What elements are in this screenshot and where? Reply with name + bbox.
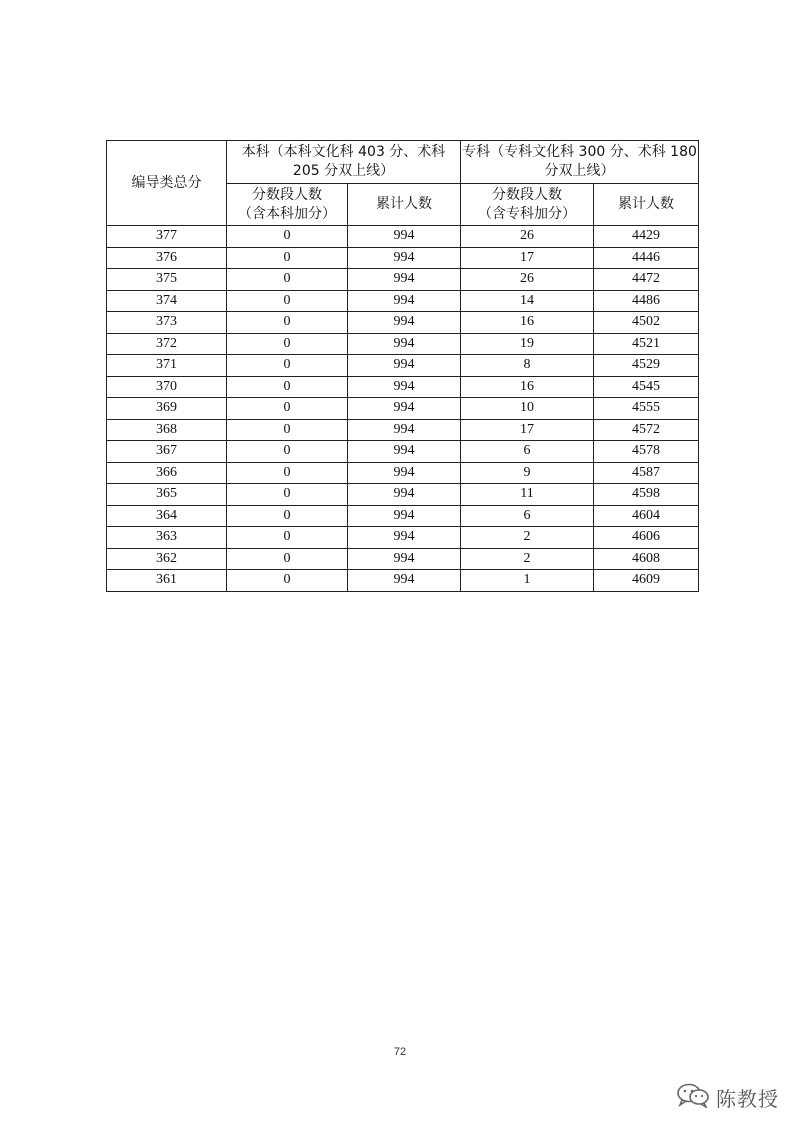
cell-undergrad-count: 0 (227, 355, 348, 377)
cell-junior-count: 17 (461, 419, 594, 441)
watermark-text: 陈教授 (716, 1086, 779, 1111)
cell-undergrad-cumulative: 994 (348, 484, 461, 506)
cell-junior-count: 11 (461, 484, 594, 506)
cell-undergrad-cumulative: 994 (348, 570, 461, 592)
cell-undergrad-count: 0 (227, 548, 348, 570)
cell-undergrad-cumulative: 994 (348, 548, 461, 570)
cell-junior-count: 14 (461, 290, 594, 312)
cell-undergrad-count: 0 (227, 226, 348, 248)
cell-junior-count: 6 (461, 505, 594, 527)
cell-score: 371 (107, 355, 227, 377)
cell-junior-cumulative: 4555 (594, 398, 699, 420)
cell-undergrad-cumulative: 994 (348, 527, 461, 549)
cell-undergrad-cumulative: 994 (348, 290, 461, 312)
cell-score: 372 (107, 333, 227, 355)
table-row (107, 333, 699, 355)
header-undergrad-segment (227, 184, 348, 226)
cell-junior-cumulative: 4472 (594, 269, 699, 291)
cell-junior-count: 19 (461, 333, 594, 355)
header-junior-segment (461, 184, 594, 226)
cell-undergrad-count: 0 (227, 290, 348, 312)
cell-undergrad-cumulative: 994 (348, 312, 461, 334)
cell-undergrad-count: 0 (227, 269, 348, 291)
cell-undergrad-cumulative: 994 (348, 419, 461, 441)
cell-junior-count: 16 (461, 376, 594, 398)
cell-junior-cumulative: 4446 (594, 247, 699, 269)
cell-junior-count: 17 (461, 247, 594, 269)
table-row (107, 505, 699, 527)
cell-score: 362 (107, 548, 227, 570)
cell-score: 374 (107, 290, 227, 312)
cell-junior-cumulative: 4578 (594, 441, 699, 463)
cell-junior-cumulative: 4572 (594, 419, 699, 441)
cell-junior-count: 10 (461, 398, 594, 420)
cell-undergrad-count: 0 (227, 419, 348, 441)
table-row (107, 226, 699, 248)
cell-undergrad-count: 0 (227, 333, 348, 355)
cell-score: 377 (107, 226, 227, 248)
cell-junior-count: 1 (461, 570, 594, 592)
cell-score: 365 (107, 484, 227, 506)
header-junior-segment-line1: 分数段人数 (492, 186, 562, 203)
cell-undergrad-cumulative: 994 (348, 505, 461, 527)
cell-score: 370 (107, 376, 227, 398)
page-number: 72 (393, 1046, 407, 1058)
table-row (107, 484, 699, 506)
cell-undergrad-cumulative: 994 (348, 462, 461, 484)
cell-junior-cumulative: 4486 (594, 290, 699, 312)
table-row (107, 419, 699, 441)
header-junior-cumulative: 累计人数 (594, 184, 699, 226)
cell-undergrad-cumulative: 994 (348, 333, 461, 355)
table-row (107, 376, 699, 398)
cell-junior-cumulative: 4587 (594, 462, 699, 484)
cell-junior-cumulative: 4609 (594, 570, 699, 592)
cell-undergrad-cumulative: 994 (348, 247, 461, 269)
cell-junior-count: 26 (461, 269, 594, 291)
table-row (107, 398, 699, 420)
cell-junior-count: 26 (461, 226, 594, 248)
header-undergrad-segment-line1: 分数段人数 (252, 186, 322, 203)
cell-undergrad-count: 0 (227, 376, 348, 398)
cell-score: 373 (107, 312, 227, 334)
cell-junior-cumulative: 4502 (594, 312, 699, 334)
cell-junior-cumulative: 4608 (594, 548, 699, 570)
cell-undergrad-count: 0 (227, 505, 348, 527)
header-undergrad-group: 本科（本科文化科 403 分、术科 205 分双上线） (227, 141, 461, 184)
table-row (107, 527, 699, 549)
cell-score: 361 (107, 570, 227, 592)
watermark (676, 1082, 779, 1112)
table-row (107, 312, 699, 334)
table-row (107, 269, 699, 291)
cell-score: 363 (107, 527, 227, 549)
cell-undergrad-count: 0 (227, 441, 348, 463)
header-undergrad-cumulative: 累计人数 (348, 184, 461, 226)
cell-undergrad-cumulative: 994 (348, 398, 461, 420)
cell-junior-cumulative: 4545 (594, 376, 699, 398)
table-row (107, 441, 699, 463)
cell-score: 368 (107, 419, 227, 441)
cell-score: 369 (107, 398, 227, 420)
cell-junior-count: 9 (461, 462, 594, 484)
cell-junior-cumulative: 4606 (594, 527, 699, 549)
header-junior-segment-line2: （含专科加分） (478, 205, 576, 222)
cell-junior-cumulative: 4429 (594, 226, 699, 248)
cell-undergrad-cumulative: 994 (348, 376, 461, 398)
header-undergrad-segment-line2: （含本科加分） (238, 205, 336, 222)
cell-junior-cumulative: 4529 (594, 355, 699, 377)
cell-junior-count: 16 (461, 312, 594, 334)
table-row (107, 462, 699, 484)
cell-junior-count: 8 (461, 355, 594, 377)
table-row (107, 247, 699, 269)
cell-undergrad-count: 0 (227, 527, 348, 549)
score-distribution-table (106, 140, 699, 592)
cell-undergrad-cumulative: 994 (348, 269, 461, 291)
table-row (107, 290, 699, 312)
cell-junior-cumulative: 4521 (594, 333, 699, 355)
cell-junior-count: 2 (461, 548, 594, 570)
wechat-icon (676, 1082, 710, 1112)
cell-undergrad-cumulative: 994 (348, 355, 461, 377)
table-row (107, 355, 699, 377)
cell-undergrad-count: 0 (227, 247, 348, 269)
cell-undergrad-count: 0 (227, 462, 348, 484)
cell-junior-cumulative: 4604 (594, 505, 699, 527)
cell-score: 376 (107, 247, 227, 269)
cell-undergrad-count: 0 (227, 570, 348, 592)
cell-score: 367 (107, 441, 227, 463)
cell-score: 364 (107, 505, 227, 527)
table-body (107, 226, 699, 592)
header-total-score: 编导类总分 (107, 141, 227, 226)
cell-undergrad-count: 0 (227, 398, 348, 420)
cell-score: 375 (107, 269, 227, 291)
cell-junior-cumulative: 4598 (594, 484, 699, 506)
cell-junior-count: 6 (461, 441, 594, 463)
cell-undergrad-cumulative: 994 (348, 441, 461, 463)
cell-junior-count: 2 (461, 527, 594, 549)
cell-undergrad-cumulative: 994 (348, 226, 461, 248)
table-row (107, 548, 699, 570)
cell-undergrad-count: 0 (227, 312, 348, 334)
table-row (107, 570, 699, 592)
header-junior-group: 专科（专科文化科 300 分、术科 180 分双上线） (461, 141, 699, 184)
cell-undergrad-count: 0 (227, 484, 348, 506)
cell-score: 366 (107, 462, 227, 484)
